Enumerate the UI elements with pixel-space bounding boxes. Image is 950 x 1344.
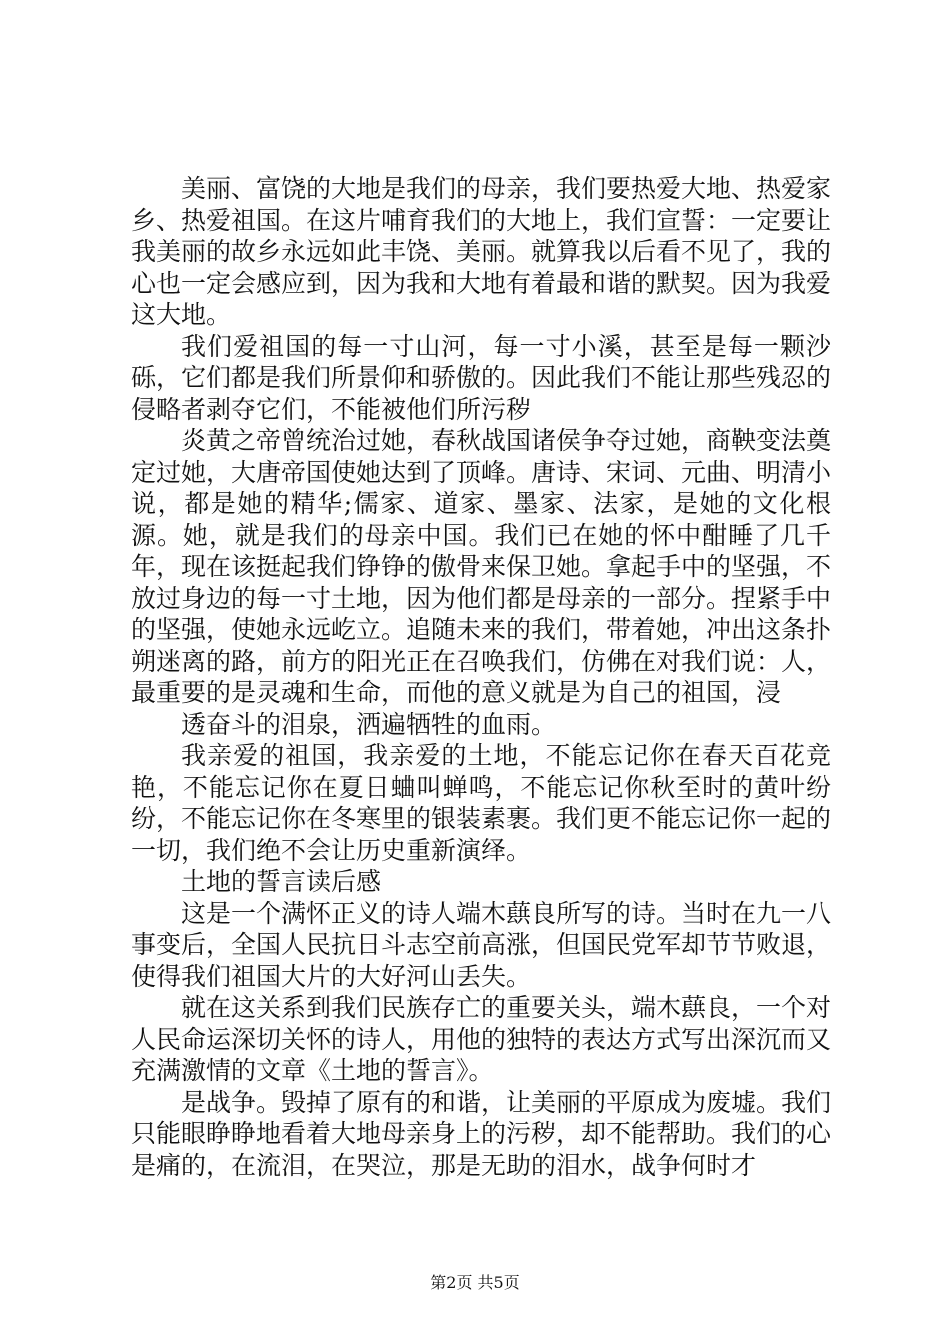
paragraph: 是战争。毁掉了原有的和谐，让美丽的平原成为废墟。我们只能眼睁睁地看着大地母亲身上的污秽，却不能帮助。我们的心是痛的，在流泪，在哭泣，那是无助的泪水，战争何时才 [131,1087,832,1180]
page-footer: 第2页 共5页 [430,1273,520,1292]
document-body [131,173,831,1181]
section-heading: 土地的誓言读后感 [181,867,382,896]
paragraph: 我亲爱的祖国，我亲爱的土地，不能忘记你在春天百花竞艳，不能忘记你在夏日蛐叫蝉鸣，不能忘记你秋至时的黄叶纷纷，不能忘记你在冬寒里的银装素裹。我们更不能忘记你一起的一切，我们绝不会让历史重新演绎。 [131,741,832,865]
paragraph: 我们爱祖国的每一寸山河，每一寸小溪，甚至是每一颗沙砾，它们都是我们所景仰和骄傲的。因此我们不能让那些残忍的侵略者剥夺它们，不能被他们所污秽 [131,331,832,424]
paragraph: 就在这关系到我们民族存亡的重要关头，端木蕻良，一个对人民命运深切关怀的诗人，用他的独特的表达方式写出深沉而又充满激情的文章《土地的誓言》。 [131,993,832,1085]
paragraph: 这是一个满怀正义的诗人端木蕻良所写的诗。当时在九一八事变后，全国人民抗日斗志空前高涨，但国民党军却节节败退，使得我们祖国大片的大好河山丢失。 [131,898,832,991]
paragraph: 透奋斗的泪泉，洒遍牺牲的血雨。 [181,709,557,739]
paragraph: 美丽、富饶的大地是我们的母亲，我们要热爱大地、热爱家乡、热爱祖国。在这片哺育我们的大地上，我们宣誓：一定要让我美丽的故乡永远如此丰饶、美丽。就算我以后看不见了，我的心也一定会感应到，因为我和大地有着最和谐的默契。因为我爱这大地。 [131,174,832,329]
paragraph: 炎黄之帝曾统治过她，春秋战国诸侯争夺过她，商鞅变法奠定过她，大唐帝国使她达到了顶峰。唐诗、宋词、元曲、明清小说，都是她的精华;儒家、道家、墨家、法家，是她的文化根源。她，就是我们的母亲中国。我们已在她的怀中酣睡了几千年，现在该挺起我们铮铮的傲骨来保卫她。拿起手中的坚强，不放过身边的每一寸土地，因为他们都是母亲的一部分。捏紧手中的坚强，使她永远屹立。追随未来的我们，带着她，冲出这条扑朔迷离的路，前方的阳光正在召唤我们，仿佛在对我们说：人，最重要的是灵魂和生命，而他的意义就是为自己的祖国，浸 [131,426,832,707]
